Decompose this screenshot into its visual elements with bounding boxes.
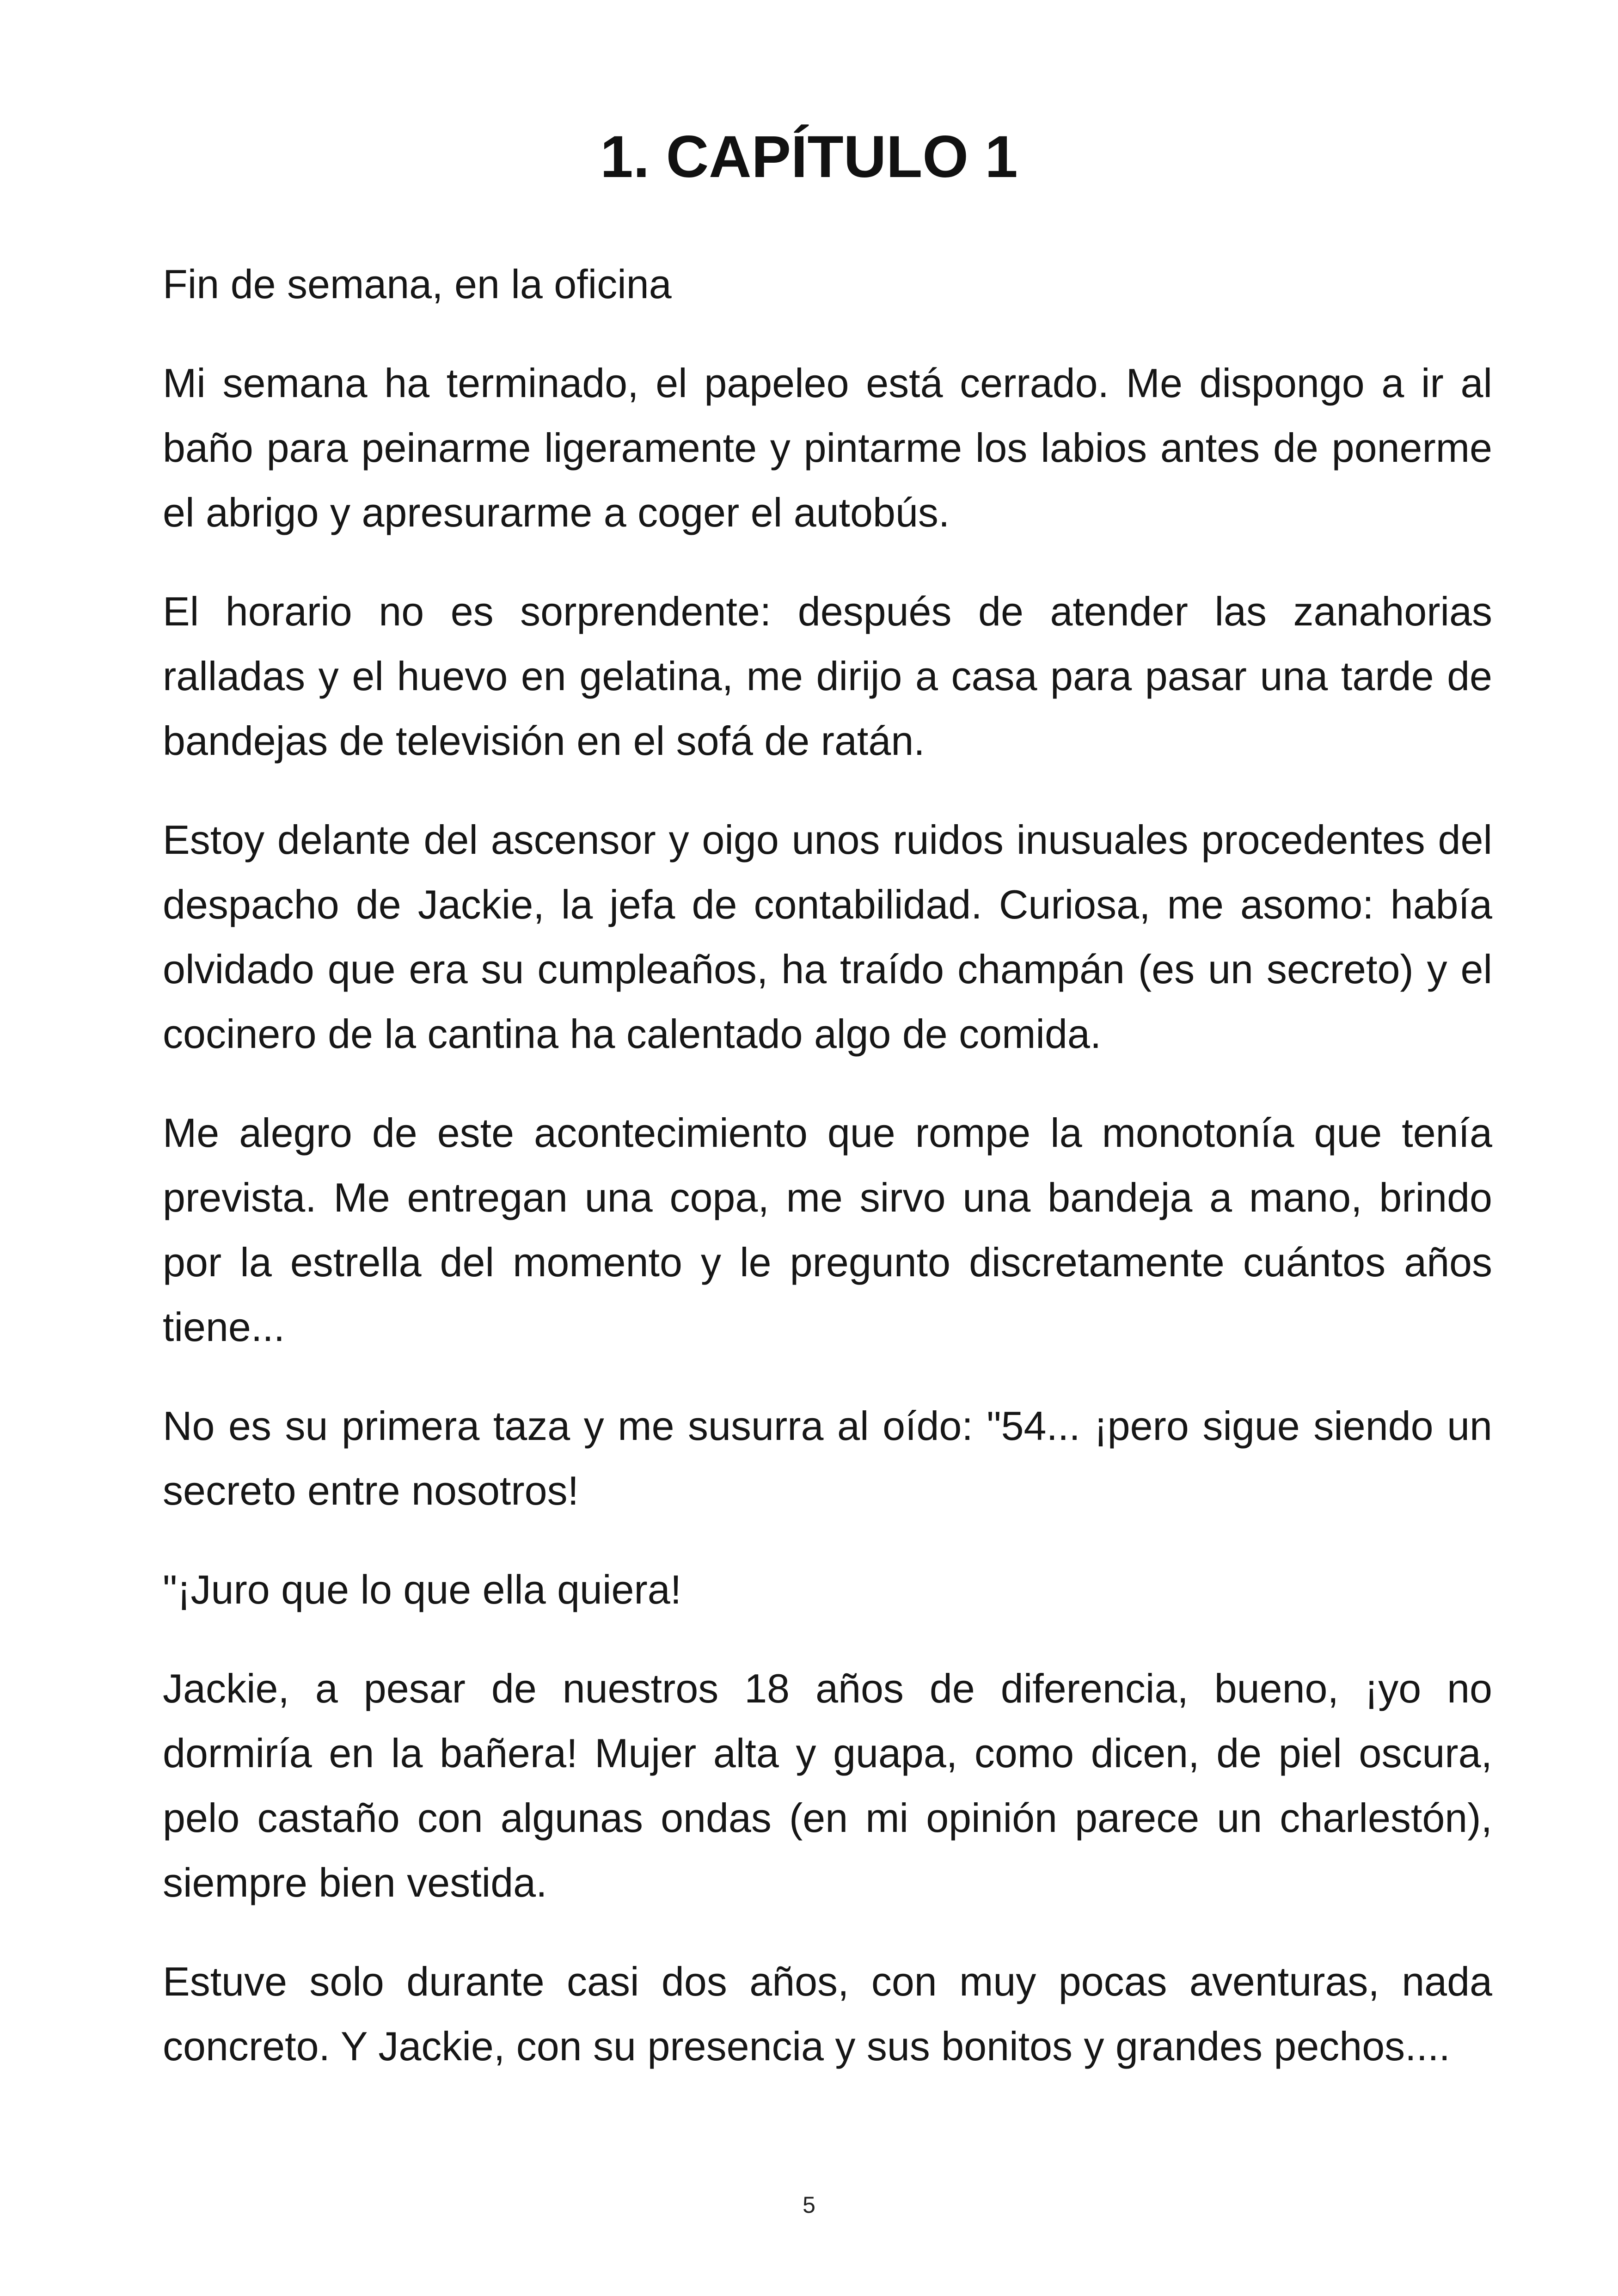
body-text [163, 252, 1492, 2113]
paragraph: Jackie, a pesar de nuestros 18 años de diferencia, bueno, ¡yo no dormiría en la bañera! Mujer alta y guapa, como dicen, de piel oscura, pelo castaño con algunas ondas (en mi opinión parece un charlestón), siempre bien vestida. [163, 1665, 1492, 1905]
paragraph: Estuve solo durante casi dos años, con muy pocas aventuras, nada concreto. Y Jackie, con su presencia y sus bonitos y grandes pechos.... [163, 1959, 1492, 2069]
paragraph: Mi semana ha terminado, el papeleo está cerrado. Me dispongo a ir al baño para peinarme ligeramente y pintarme los labios antes de ponerme el abrigo y apresurarme a coger el autobús. [163, 360, 1492, 535]
paragraph: Estoy delante del ascensor y oigo unos ruidos inusuales procedentes del despacho de Jackie, la jefa de contabilidad. Curiosa, me asomo: había olvidado que era su cumpleaños, ha traído champán (es un secreto) y el cocinero de la cantina ha calentado algo de comida. [163, 817, 1492, 1057]
paragraph: "¡Juro que lo que ella quiera! [163, 1567, 682, 1612]
paragraph: El horario no es sorprendente: después de atender las zanahorias ralladas y el huevo en gelatina, me dirijo a casa para pasar una tarde de bandejas de televisión en el sofá de ratán. [163, 588, 1492, 764]
paragraph: No es su primera taza y me susurra al oído: "54... ¡pero sigue siendo un secreto entre nosotros! [163, 1403, 1492, 1513]
chapter-title: 1. CAPÍTULO 1 [600, 124, 1018, 190]
paragraph-subtitle: Fin de semana, en la oficina [163, 261, 672, 307]
paragraph: Me alegro de este acontecimiento que rompe la monotonía que tenía prevista. Me entregan una copa, me sirvo una bandeja a mano, brindo por la estrella del momento y le pregunto discretamente cuántos años tiene... [163, 1110, 1492, 1350]
page-number: 5 [803, 2192, 815, 2218]
